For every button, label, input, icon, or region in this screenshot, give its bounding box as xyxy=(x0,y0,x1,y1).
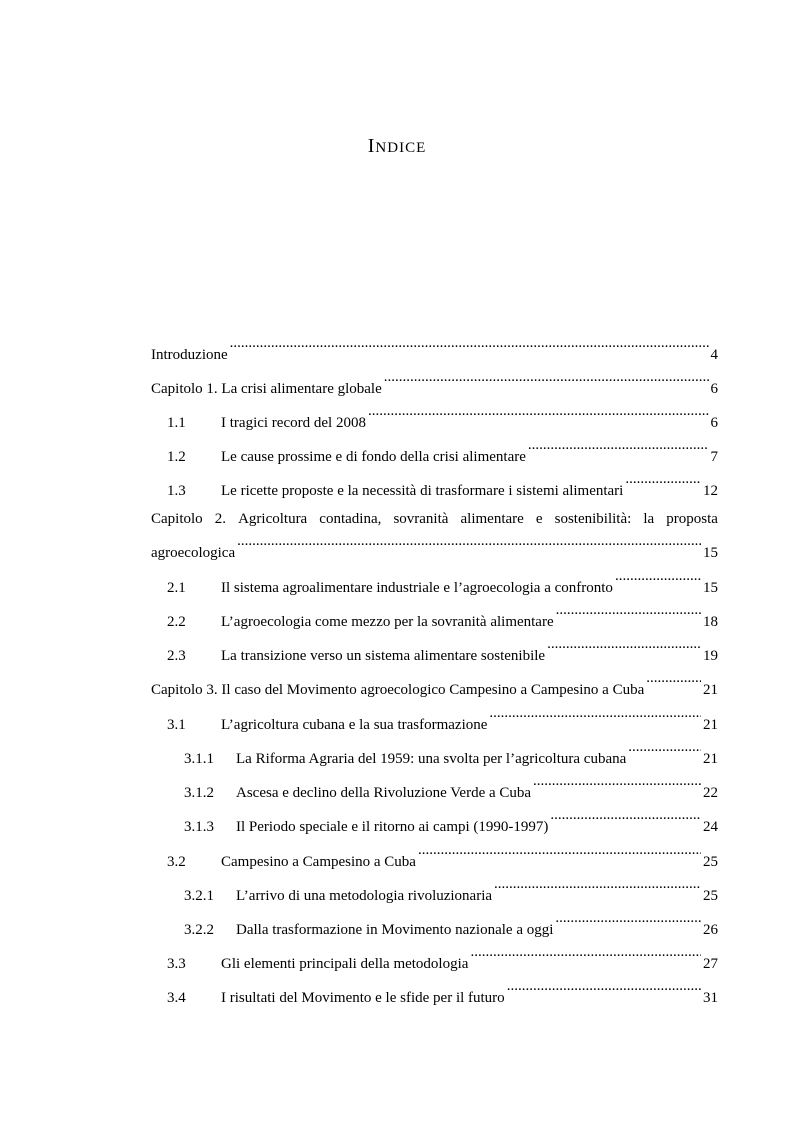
toc-entry-title-line2 xyxy=(151,535,718,561)
toc-entry-title: I risultati del Movimento e le sfide per il futuro xyxy=(221,990,505,1006)
toc-entry-title: Dalla trasformazione in Movimento nazionale a oggi xyxy=(236,922,554,938)
toc-entry-title-line1 xyxy=(151,508,718,530)
toc-entry-number: 3.2.1 xyxy=(184,888,214,904)
toc-entry-number: 3.3 xyxy=(167,956,186,972)
toc-entry-number: 1.2 xyxy=(167,449,186,465)
toc-leader-dots xyxy=(470,946,701,968)
toc-entry-1-1[interactable] xyxy=(151,405,718,431)
toc-word: alimentare xyxy=(460,511,524,527)
toc-entry-number: 3.1 xyxy=(167,717,186,733)
toc-leader-dots xyxy=(550,809,701,831)
toc-leader-dots xyxy=(507,980,701,1002)
toc-entry-2-3[interactable] xyxy=(151,638,718,664)
toc-leader-dots xyxy=(533,775,701,797)
toc-entry-page: 15 xyxy=(703,545,718,561)
toc-entry-title: L’arrivo di una metodologia rivoluzionaria xyxy=(236,888,493,904)
toc-entry-3-2[interactable] xyxy=(151,844,718,870)
toc-entry-3-1[interactable] xyxy=(151,707,718,733)
toc-leader-dots xyxy=(494,878,701,900)
toc-leader-dots xyxy=(418,844,701,866)
toc-entry-title: I tragici record del 2008 xyxy=(221,415,366,431)
toc-leader-dots xyxy=(528,439,709,461)
toc-entry-page: 22 xyxy=(703,785,718,801)
toc-entry-number: 3.1.2 xyxy=(184,785,214,801)
toc-entry-capitolo-2[interactable] xyxy=(151,508,718,561)
toc-entry-2-1[interactable] xyxy=(151,570,718,596)
toc-leader-dots xyxy=(230,337,709,359)
toc-word: Capitolo xyxy=(151,511,203,527)
toc-word: Agricoltura xyxy=(238,511,308,527)
toc-word: la xyxy=(643,511,655,527)
toc-leader-dots xyxy=(237,535,701,557)
toc-entry-number: 3.2.2 xyxy=(184,922,214,938)
toc-entry-3-1-2[interactable] xyxy=(151,775,718,801)
toc-entry-3-2-1[interactable] xyxy=(151,878,718,904)
toc-entry-title: Il sistema agroalimentare industriale e l’agroecologia a confronto xyxy=(221,580,613,596)
toc-word: e xyxy=(535,511,543,527)
toc-entry-page: 7 xyxy=(710,449,718,465)
page-title xyxy=(0,135,794,158)
toc-entry-title: agroecologica xyxy=(151,545,236,561)
toc-entry-page: 18 xyxy=(703,614,718,630)
toc-entry-3-1-1[interactable] xyxy=(151,741,718,767)
toc-entry-title: La transizione verso un sistema alimentare sostenibile xyxy=(221,648,546,664)
toc-entry-page: 4 xyxy=(710,347,718,363)
toc-word: sostenibilità: xyxy=(554,511,632,527)
toc-entry-page: 6 xyxy=(710,415,718,431)
page-title-rest: NDICE xyxy=(375,140,427,156)
toc-leader-dots xyxy=(547,638,701,660)
toc-leader-dots xyxy=(555,912,701,934)
toc-leader-dots xyxy=(489,707,701,729)
toc-leader-dots xyxy=(556,604,701,626)
toc-leader-dots xyxy=(646,672,701,694)
toc-entry-page: 6 xyxy=(710,381,718,397)
toc-entry-title: L’agroecologia come mezzo per la sovranità alimentare xyxy=(221,614,554,630)
toc-entry-page: 21 xyxy=(703,751,718,767)
toc-entry-title: Capitolo 1. La crisi alimentare globale xyxy=(151,381,382,397)
toc-entry-page: 25 xyxy=(703,854,718,870)
toc-entry-page: 19 xyxy=(703,648,718,664)
toc-entry-number: 1.1 xyxy=(167,415,186,431)
toc-entry-page: 21 xyxy=(703,682,718,698)
toc-entry-number: 3.1.1 xyxy=(184,751,214,767)
toc-word: proposta xyxy=(666,511,718,527)
toc-entry-page: 25 xyxy=(703,888,718,904)
toc-leader-dots xyxy=(628,741,701,763)
toc-entry-3-2-2[interactable] xyxy=(151,912,718,938)
toc-entry-capitolo-3[interactable] xyxy=(151,672,718,698)
toc-leader-dots xyxy=(384,371,709,393)
toc-entry-title: Introduzione xyxy=(151,347,228,363)
toc-entry-page: 24 xyxy=(703,819,718,835)
toc-entry-page: 27 xyxy=(703,956,718,972)
toc-entry-number: 1.3 xyxy=(167,483,186,499)
toc-entry-title: Campesino a Campesino a Cuba xyxy=(221,854,416,870)
toc-entry-title: Le ricette proposte e la necessità di trasformare i sistemi alimentari xyxy=(221,483,624,499)
toc-entry-capitolo-1[interactable] xyxy=(151,371,718,397)
toc-entry-2-2[interactable] xyxy=(151,604,718,630)
toc-entry-1-2[interactable] xyxy=(151,439,718,465)
toc-entry-3-1-3[interactable] xyxy=(151,809,718,835)
toc-entry-title: Ascesa e declino della Rivoluzione Verde a Cuba xyxy=(236,785,532,801)
toc-word: 2. xyxy=(214,511,226,527)
toc-entry-page: 15 xyxy=(703,580,718,596)
toc-leader-dots xyxy=(368,405,709,427)
toc-entry-3-4[interactable] xyxy=(151,980,718,1006)
toc-entry-3-3[interactable] xyxy=(151,946,718,972)
toc-entry-number: 3.2 xyxy=(167,854,186,870)
toc-word: contadina, xyxy=(319,511,382,527)
toc-entry-title: Le cause prossime e di fondo della crisi alimentare xyxy=(221,449,526,465)
toc-entry-1-3[interactable] xyxy=(151,473,718,499)
toc-entry-page: 12 xyxy=(703,483,718,499)
toc-entry-title: L’agricoltura cubana e la sua trasformazione xyxy=(221,717,488,733)
toc-entry-number: 2.3 xyxy=(167,648,186,664)
toc-entry-title: La Riforma Agraria del 1959: una svolta per l’agricoltura cubana xyxy=(236,751,627,767)
toc-leader-dots xyxy=(625,473,701,495)
toc-leader-dots xyxy=(615,570,701,592)
toc-entry-title: Capitolo 3. Il caso del Movimento agroecologico Campesino a Campesino a Cuba xyxy=(151,682,645,698)
toc-entry-number: 3.1.3 xyxy=(184,819,214,835)
toc-entry-title: Gli elementi principali della metodologia xyxy=(221,956,469,972)
page-title-initial: I xyxy=(367,135,376,157)
toc-entry-title: Il Periodo speciale e il ritorno ai campi (1990-1997) xyxy=(236,819,549,835)
toc-entry-page: 26 xyxy=(703,922,718,938)
toc-entry-number: 3.4 xyxy=(167,990,186,1006)
toc-entry-introduzione[interactable] xyxy=(151,337,718,363)
toc-entry-page: 31 xyxy=(703,990,718,1006)
toc-word: sovranità xyxy=(393,511,449,527)
toc-entry-number: 2.1 xyxy=(167,580,186,596)
toc-entry-number: 2.2 xyxy=(167,614,186,630)
toc-entry-page: 21 xyxy=(703,717,718,733)
